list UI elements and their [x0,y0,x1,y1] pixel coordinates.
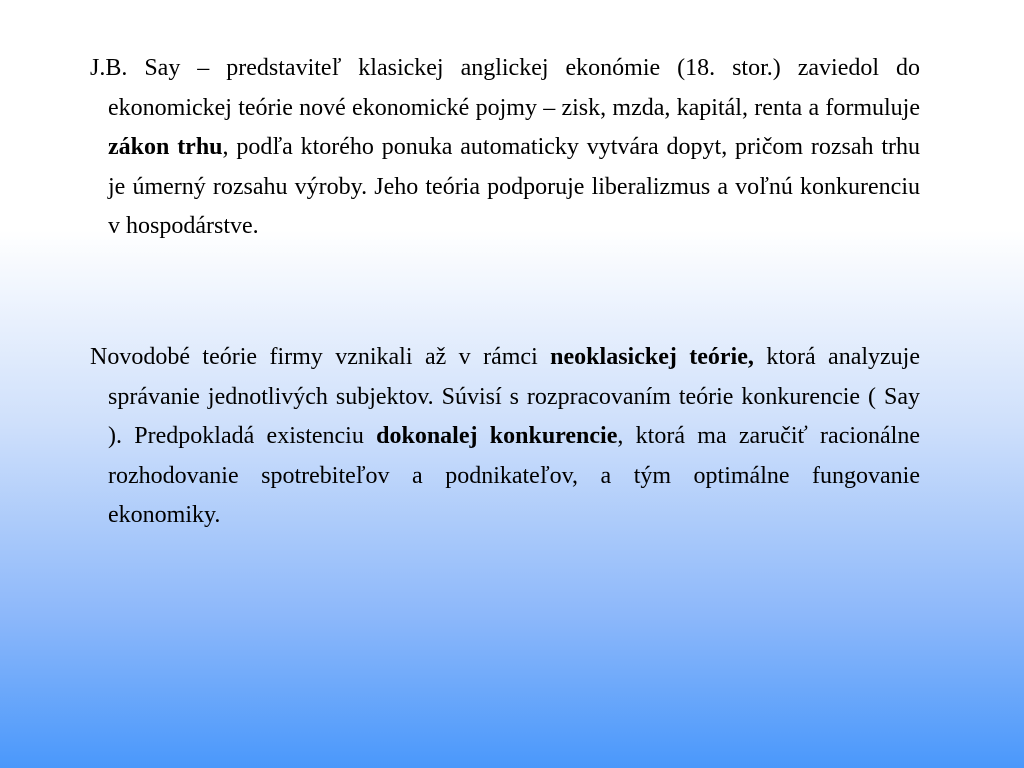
paragraph-say [90,49,920,247]
term-zakon-trhu: zákon trhu [108,134,223,160]
paragraph-novodobe-part2: ktorá analyzuje správanie jednotlivých subjektov. Súvisí s rozpracovaním teórie konkurencie ( Say ). Predpokladá existenciu [108,344,920,449]
paragraph-novodobe-text [90,338,920,536]
paragraph-novodobe [90,338,920,536]
paragraph-say-part1: J.B. Say – predstaviteľ klasickej anglickej ekonómie (18. stor.) zaviedol do ekonomickej teórie nové ekonomické pojmy – zisk, mzda, kapitál, renta a formuluje [90,55,920,121]
term-neoklasicka-teoria: neoklasickej teórie, [550,344,754,370]
paragraph-novodobe-part3: , ktorá ma zaručiť racionálne rozhodovanie spotrebiteľov a podnikateľov, a tým optimálne fungovanie ekonomiky. [108,423,920,528]
paragraph-novodobe-part1: Novodobé teórie firmy vznikali až v rámci [90,344,551,370]
term-dokonala-konkurencia: dokonalej konkurencie [376,423,618,449]
paragraph-say-part2: , podľa ktorého ponuka automaticky vytvára dopyt, pričom rozsah trhu je úmerný rozsahu výroby. Jeho teória podporuje liberalizmus a voľnú konkurenciu v hospodárstve. [108,134,921,239]
paragraph-say-text [90,49,921,247]
